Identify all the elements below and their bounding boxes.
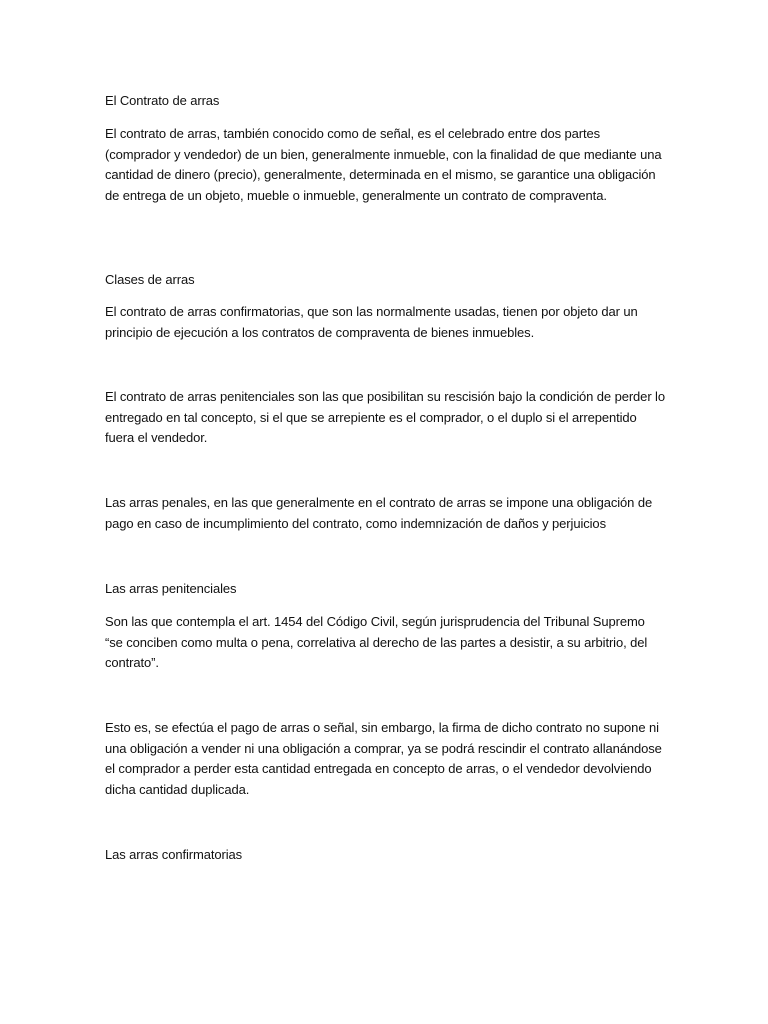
heading-clases-de-arras: Clases de arras bbox=[105, 272, 195, 287]
intro-paragraph: El contrato de arras, también conocido como de señal, es el celebrado entre dos partes (comprador y vendedor) de un bien, generalmente inmueble, con la finalidad de que mediante una cantidad de dinero (precio), generalmente, determinada en el mismo, se garantice una obligación de entrega de un objeto, mueble o inmueble, generalmente un contrato de compraventa. bbox=[105, 126, 662, 203]
document-title: El Contrato de arras bbox=[105, 93, 220, 108]
paragraph-arras-penales: Las arras penales, en las que generalmente en el contrato de arras se impone una obligación de pago en caso de incumplimiento del contrato, como indemnización de daños y perjuicios bbox=[105, 495, 653, 531]
paragraph-codigo-civil: Son las que contempla el art. 1454 del Código Civil, según jurisprudencia del Tribunal Supremo “se conciben como multa o pena, correlativa al derecho de las partes a desistir, a su arbitrio, del contrato”. bbox=[105, 614, 648, 670]
paragraph-esto-es: Esto es, se efectúa el pago de arras o señal, sin embargo, la firma de dicho contrato no supone ni una obligación a vender ni una obligación a comprar, ya se podrá rescindir el contrato allanándose el comprador a perder esta cantidad entregada en concepto de arras, o el vendedor devolviendo dicha cantidad duplicada. bbox=[105, 720, 662, 797]
heading-arras-confirmatorias: Las arras confirmatorias bbox=[105, 847, 243, 862]
paragraph-arras-confirmatorias: El contrato de arras confirmatorias, que son las normalmente usadas, tienen por objeto dar un principio de ejecución a los contratos de compraventa de bienes inmuebles. bbox=[105, 304, 638, 340]
heading-arras-penitenciales: Las arras penitenciales bbox=[105, 581, 237, 596]
paragraph-arras-penitenciales: El contrato de arras penitenciales son las que posibilitan su rescisión bajo la condición de perder lo entregado en tal concepto, si el que se arrepiente es el comprador, o el duplo si el arrepentido fuera el vendedor. bbox=[105, 389, 665, 445]
